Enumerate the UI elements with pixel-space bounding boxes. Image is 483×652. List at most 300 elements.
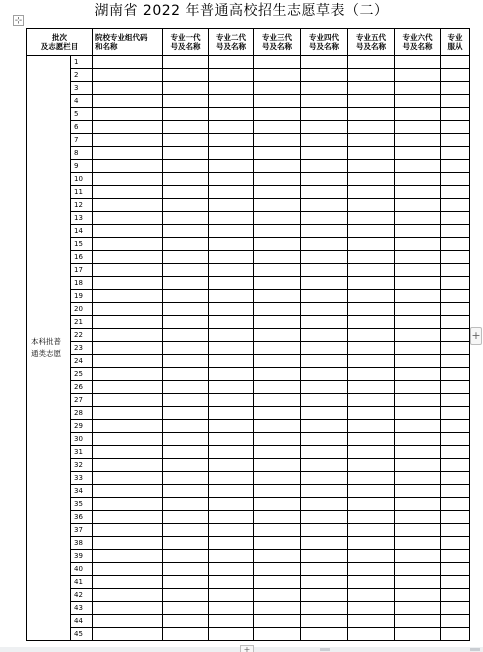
- major-2-cell[interactable]: [209, 329, 254, 342]
- obey-cell[interactable]: [441, 615, 470, 628]
- major-3-cell[interactable]: [254, 186, 301, 199]
- major-6-cell[interactable]: [395, 472, 441, 485]
- major-5-cell[interactable]: [348, 615, 395, 628]
- major-4-cell[interactable]: [301, 394, 348, 407]
- major-4-cell[interactable]: [301, 368, 348, 381]
- major-5-cell[interactable]: [348, 160, 395, 173]
- major-1-cell[interactable]: [163, 56, 209, 69]
- major-4-cell[interactable]: [301, 433, 348, 446]
- major-4-cell[interactable]: [301, 589, 348, 602]
- school-cell[interactable]: [93, 186, 163, 199]
- major-2-cell[interactable]: [209, 342, 254, 355]
- major-4-cell[interactable]: [301, 615, 348, 628]
- major-5-cell[interactable]: [348, 212, 395, 225]
- major-6-cell[interactable]: [395, 251, 441, 264]
- major-6-cell[interactable]: [395, 602, 441, 615]
- table-move-handle-icon[interactable]: ⊹: [14, 16, 23, 26]
- major-6-cell[interactable]: [395, 108, 441, 121]
- major-5-cell[interactable]: [348, 277, 395, 290]
- major-4-cell[interactable]: [301, 108, 348, 121]
- school-cell[interactable]: [93, 316, 163, 329]
- major-5-cell[interactable]: [348, 472, 395, 485]
- major-6-cell[interactable]: [395, 147, 441, 160]
- major-2-cell[interactable]: [209, 563, 254, 576]
- major-3-cell[interactable]: [254, 199, 301, 212]
- major-4-cell[interactable]: [301, 381, 348, 394]
- major-1-cell[interactable]: [163, 381, 209, 394]
- major-1-cell[interactable]: [163, 69, 209, 82]
- obey-cell[interactable]: [441, 199, 470, 212]
- school-cell[interactable]: [93, 95, 163, 108]
- major-3-cell[interactable]: [254, 56, 301, 69]
- major-1-cell[interactable]: [163, 342, 209, 355]
- major-5-cell[interactable]: [348, 524, 395, 537]
- major-1-cell[interactable]: [163, 368, 209, 381]
- major-1-cell[interactable]: [163, 147, 209, 160]
- major-2-cell[interactable]: [209, 56, 254, 69]
- major-3-cell[interactable]: [254, 316, 301, 329]
- major-3-cell[interactable]: [254, 537, 301, 550]
- major-2-cell[interactable]: [209, 134, 254, 147]
- major-3-cell[interactable]: [254, 82, 301, 95]
- major-2-cell[interactable]: [209, 238, 254, 251]
- school-cell[interactable]: [93, 160, 163, 173]
- major-1-cell[interactable]: [163, 589, 209, 602]
- major-4-cell[interactable]: [301, 459, 348, 472]
- major-5-cell[interactable]: [348, 95, 395, 108]
- major-1-cell[interactable]: [163, 95, 209, 108]
- major-3-cell[interactable]: [254, 511, 301, 524]
- major-6-cell[interactable]: [395, 264, 441, 277]
- major-3-cell[interactable]: [254, 563, 301, 576]
- major-5-cell[interactable]: [348, 368, 395, 381]
- major-1-cell[interactable]: [163, 433, 209, 446]
- major-5-cell[interactable]: [348, 316, 395, 329]
- major-5-cell[interactable]: [348, 342, 395, 355]
- major-3-cell[interactable]: [254, 628, 301, 641]
- major-4-cell[interactable]: [301, 342, 348, 355]
- major-6-cell[interactable]: [395, 485, 441, 498]
- major-6-cell[interactable]: [395, 524, 441, 537]
- major-1-cell[interactable]: [163, 420, 209, 433]
- major-6-cell[interactable]: [395, 95, 441, 108]
- major-6-cell[interactable]: [395, 368, 441, 381]
- obey-cell[interactable]: [441, 498, 470, 511]
- major-4-cell[interactable]: [301, 212, 348, 225]
- obey-cell[interactable]: [441, 82, 470, 95]
- major-6-cell[interactable]: [395, 329, 441, 342]
- major-5-cell[interactable]: [348, 420, 395, 433]
- major-1-cell[interactable]: [163, 355, 209, 368]
- obey-cell[interactable]: [441, 576, 470, 589]
- major-4-cell[interactable]: [301, 121, 348, 134]
- major-6-cell[interactable]: [395, 537, 441, 550]
- major-4-cell[interactable]: [301, 134, 348, 147]
- major-4-cell[interactable]: [301, 303, 348, 316]
- major-3-cell[interactable]: [254, 550, 301, 563]
- major-6-cell[interactable]: [395, 69, 441, 82]
- major-2-cell[interactable]: [209, 602, 254, 615]
- major-5-cell[interactable]: [348, 563, 395, 576]
- major-4-cell[interactable]: [301, 563, 348, 576]
- major-4-cell[interactable]: [301, 95, 348, 108]
- school-cell[interactable]: [93, 394, 163, 407]
- major-3-cell[interactable]: [254, 173, 301, 186]
- major-2-cell[interactable]: [209, 225, 254, 238]
- major-4-cell[interactable]: [301, 550, 348, 563]
- major-1-cell[interactable]: [163, 563, 209, 576]
- major-5-cell[interactable]: [348, 498, 395, 511]
- major-1-cell[interactable]: [163, 602, 209, 615]
- obey-cell[interactable]: [441, 225, 470, 238]
- major-5-cell[interactable]: [348, 121, 395, 134]
- major-5-cell[interactable]: [348, 550, 395, 563]
- major-3-cell[interactable]: [254, 602, 301, 615]
- obey-cell[interactable]: [441, 316, 470, 329]
- major-3-cell[interactable]: [254, 95, 301, 108]
- major-3-cell[interactable]: [254, 342, 301, 355]
- major-6-cell[interactable]: [395, 238, 441, 251]
- major-1-cell[interactable]: [163, 550, 209, 563]
- major-1-cell[interactable]: [163, 394, 209, 407]
- school-cell[interactable]: [93, 329, 163, 342]
- school-cell[interactable]: [93, 173, 163, 186]
- major-3-cell[interactable]: [254, 108, 301, 121]
- major-3-cell[interactable]: [254, 394, 301, 407]
- school-cell[interactable]: [93, 602, 163, 615]
- major-5-cell[interactable]: [348, 511, 395, 524]
- major-1-cell[interactable]: [163, 108, 209, 121]
- major-4-cell[interactable]: [301, 628, 348, 641]
- obey-cell[interactable]: [441, 628, 470, 641]
- major-3-cell[interactable]: [254, 420, 301, 433]
- major-1-cell[interactable]: [163, 121, 209, 134]
- school-cell[interactable]: [93, 498, 163, 511]
- major-3-cell[interactable]: [254, 433, 301, 446]
- add-row-icon[interactable]: +: [240, 645, 254, 652]
- major-6-cell[interactable]: [395, 121, 441, 134]
- school-cell[interactable]: [93, 147, 163, 160]
- school-cell[interactable]: [93, 355, 163, 368]
- obey-cell[interactable]: [441, 121, 470, 134]
- major-1-cell[interactable]: [163, 238, 209, 251]
- major-1-cell[interactable]: [163, 576, 209, 589]
- school-cell[interactable]: [93, 212, 163, 225]
- school-cell[interactable]: [93, 303, 163, 316]
- major-4-cell[interactable]: [301, 147, 348, 160]
- add-column-icon[interactable]: +: [470, 327, 482, 345]
- major-1-cell[interactable]: [163, 212, 209, 225]
- major-4-cell[interactable]: [301, 316, 348, 329]
- major-3-cell[interactable]: [254, 355, 301, 368]
- major-5-cell[interactable]: [348, 459, 395, 472]
- major-3-cell[interactable]: [254, 498, 301, 511]
- major-2-cell[interactable]: [209, 264, 254, 277]
- major-4-cell[interactable]: [301, 199, 348, 212]
- obey-cell[interactable]: [441, 238, 470, 251]
- major-2-cell[interactable]: [209, 576, 254, 589]
- major-2-cell[interactable]: [209, 160, 254, 173]
- major-3-cell[interactable]: [254, 381, 301, 394]
- major-3-cell[interactable]: [254, 290, 301, 303]
- major-1-cell[interactable]: [163, 264, 209, 277]
- major-3-cell[interactable]: [254, 264, 301, 277]
- major-1-cell[interactable]: [163, 407, 209, 420]
- major-1-cell[interactable]: [163, 82, 209, 95]
- school-cell[interactable]: [93, 511, 163, 524]
- school-cell[interactable]: [93, 251, 163, 264]
- major-2-cell[interactable]: [209, 485, 254, 498]
- obey-cell[interactable]: [441, 251, 470, 264]
- school-cell[interactable]: [93, 199, 163, 212]
- obey-cell[interactable]: [441, 290, 470, 303]
- major-3-cell[interactable]: [254, 160, 301, 173]
- school-cell[interactable]: [93, 108, 163, 121]
- major-5-cell[interactable]: [348, 485, 395, 498]
- major-3-cell[interactable]: [254, 446, 301, 459]
- major-6-cell[interactable]: [395, 407, 441, 420]
- major-2-cell[interactable]: [209, 173, 254, 186]
- major-5-cell[interactable]: [348, 290, 395, 303]
- major-2-cell[interactable]: [209, 381, 254, 394]
- row-resize-marker[interactable]: [470, 648, 480, 651]
- major-1-cell[interactable]: [163, 225, 209, 238]
- school-cell[interactable]: [93, 290, 163, 303]
- major-6-cell[interactable]: [395, 316, 441, 329]
- major-3-cell[interactable]: [254, 121, 301, 134]
- major-3-cell[interactable]: [254, 147, 301, 160]
- school-cell[interactable]: [93, 134, 163, 147]
- major-6-cell[interactable]: [395, 56, 441, 69]
- school-cell[interactable]: [93, 459, 163, 472]
- major-2-cell[interactable]: [209, 186, 254, 199]
- major-4-cell[interactable]: [301, 485, 348, 498]
- school-cell[interactable]: [93, 472, 163, 485]
- major-1-cell[interactable]: [163, 290, 209, 303]
- major-2-cell[interactable]: [209, 537, 254, 550]
- major-5-cell[interactable]: [348, 264, 395, 277]
- obey-cell[interactable]: [441, 56, 470, 69]
- major-1-cell[interactable]: [163, 498, 209, 511]
- major-2-cell[interactable]: [209, 277, 254, 290]
- major-1-cell[interactable]: [163, 537, 209, 550]
- major-5-cell[interactable]: [348, 186, 395, 199]
- row-resize-marker[interactable]: [320, 648, 330, 651]
- obey-cell[interactable]: [441, 459, 470, 472]
- major-2-cell[interactable]: [209, 95, 254, 108]
- school-cell[interactable]: [93, 446, 163, 459]
- major-2-cell[interactable]: [209, 420, 254, 433]
- obey-cell[interactable]: [441, 602, 470, 615]
- major-3-cell[interactable]: [254, 524, 301, 537]
- major-4-cell[interactable]: [301, 524, 348, 537]
- major-2-cell[interactable]: [209, 615, 254, 628]
- obey-cell[interactable]: [441, 420, 470, 433]
- obey-cell[interactable]: [441, 485, 470, 498]
- major-3-cell[interactable]: [254, 303, 301, 316]
- major-4-cell[interactable]: [301, 329, 348, 342]
- major-6-cell[interactable]: [395, 394, 441, 407]
- school-cell[interactable]: [93, 524, 163, 537]
- major-2-cell[interactable]: [209, 199, 254, 212]
- major-2-cell[interactable]: [209, 368, 254, 381]
- major-1-cell[interactable]: [163, 615, 209, 628]
- school-cell[interactable]: [93, 420, 163, 433]
- major-1-cell[interactable]: [163, 316, 209, 329]
- major-3-cell[interactable]: [254, 277, 301, 290]
- major-3-cell[interactable]: [254, 485, 301, 498]
- major-5-cell[interactable]: [348, 303, 395, 316]
- school-cell[interactable]: [93, 82, 163, 95]
- major-1-cell[interactable]: [163, 303, 209, 316]
- obey-cell[interactable]: [441, 186, 470, 199]
- major-5-cell[interactable]: [348, 381, 395, 394]
- school-cell[interactable]: [93, 225, 163, 238]
- school-cell[interactable]: [93, 615, 163, 628]
- major-1-cell[interactable]: [163, 186, 209, 199]
- major-5-cell[interactable]: [348, 407, 395, 420]
- obey-cell[interactable]: [441, 472, 470, 485]
- major-3-cell[interactable]: [254, 576, 301, 589]
- major-6-cell[interactable]: [395, 303, 441, 316]
- school-cell[interactable]: [93, 537, 163, 550]
- major-4-cell[interactable]: [301, 498, 348, 511]
- major-6-cell[interactable]: [395, 498, 441, 511]
- major-3-cell[interactable]: [254, 134, 301, 147]
- major-2-cell[interactable]: [209, 433, 254, 446]
- major-4-cell[interactable]: [301, 264, 348, 277]
- obey-cell[interactable]: [441, 407, 470, 420]
- school-cell[interactable]: [93, 407, 163, 420]
- major-5-cell[interactable]: [348, 433, 395, 446]
- obey-cell[interactable]: [441, 212, 470, 225]
- school-cell[interactable]: [93, 485, 163, 498]
- major-5-cell[interactable]: [348, 251, 395, 264]
- major-2-cell[interactable]: [209, 511, 254, 524]
- major-5-cell[interactable]: [348, 602, 395, 615]
- major-1-cell[interactable]: [163, 628, 209, 641]
- school-cell[interactable]: [93, 69, 163, 82]
- school-cell[interactable]: [93, 368, 163, 381]
- major-2-cell[interactable]: [209, 394, 254, 407]
- major-5-cell[interactable]: [348, 329, 395, 342]
- major-3-cell[interactable]: [254, 459, 301, 472]
- major-5-cell[interactable]: [348, 147, 395, 160]
- major-4-cell[interactable]: [301, 472, 348, 485]
- major-5-cell[interactable]: [348, 108, 395, 121]
- major-1-cell[interactable]: [163, 277, 209, 290]
- major-2-cell[interactable]: [209, 446, 254, 459]
- major-1-cell[interactable]: [163, 329, 209, 342]
- school-cell[interactable]: [93, 563, 163, 576]
- major-2-cell[interactable]: [209, 121, 254, 134]
- obey-cell[interactable]: [441, 329, 470, 342]
- major-2-cell[interactable]: [209, 628, 254, 641]
- major-2-cell[interactable]: [209, 459, 254, 472]
- major-2-cell[interactable]: [209, 251, 254, 264]
- major-3-cell[interactable]: [254, 407, 301, 420]
- major-1-cell[interactable]: [163, 160, 209, 173]
- obey-cell[interactable]: [441, 537, 470, 550]
- major-4-cell[interactable]: [301, 238, 348, 251]
- major-1-cell[interactable]: [163, 511, 209, 524]
- major-3-cell[interactable]: [254, 212, 301, 225]
- major-5-cell[interactable]: [348, 225, 395, 238]
- major-2-cell[interactable]: [209, 498, 254, 511]
- major-5-cell[interactable]: [348, 576, 395, 589]
- major-4-cell[interactable]: [301, 511, 348, 524]
- obey-cell[interactable]: [441, 394, 470, 407]
- major-5-cell[interactable]: [348, 446, 395, 459]
- major-3-cell[interactable]: [254, 368, 301, 381]
- major-3-cell[interactable]: [254, 472, 301, 485]
- major-2-cell[interactable]: [209, 589, 254, 602]
- major-5-cell[interactable]: [348, 82, 395, 95]
- major-4-cell[interactable]: [301, 173, 348, 186]
- major-6-cell[interactable]: [395, 225, 441, 238]
- school-cell[interactable]: [93, 433, 163, 446]
- obey-cell[interactable]: [441, 524, 470, 537]
- major-2-cell[interactable]: [209, 108, 254, 121]
- major-6-cell[interactable]: [395, 173, 441, 186]
- major-2-cell[interactable]: [209, 407, 254, 420]
- major-4-cell[interactable]: [301, 82, 348, 95]
- major-1-cell[interactable]: [163, 173, 209, 186]
- school-cell[interactable]: [93, 277, 163, 290]
- major-2-cell[interactable]: [209, 290, 254, 303]
- major-4-cell[interactable]: [301, 225, 348, 238]
- major-4-cell[interactable]: [301, 251, 348, 264]
- major-1-cell[interactable]: [163, 199, 209, 212]
- obey-cell[interactable]: [441, 69, 470, 82]
- major-5-cell[interactable]: [348, 134, 395, 147]
- obey-cell[interactable]: [441, 381, 470, 394]
- major-4-cell[interactable]: [301, 290, 348, 303]
- major-6-cell[interactable]: [395, 433, 441, 446]
- major-6-cell[interactable]: [395, 459, 441, 472]
- major-2-cell[interactable]: [209, 147, 254, 160]
- major-6-cell[interactable]: [395, 563, 441, 576]
- obey-cell[interactable]: [441, 550, 470, 563]
- major-1-cell[interactable]: [163, 524, 209, 537]
- major-4-cell[interactable]: [301, 602, 348, 615]
- major-2-cell[interactable]: [209, 524, 254, 537]
- major-6-cell[interactable]: [395, 342, 441, 355]
- major-4-cell[interactable]: [301, 69, 348, 82]
- major-2-cell[interactable]: [209, 355, 254, 368]
- major-4-cell[interactable]: [301, 446, 348, 459]
- obey-cell[interactable]: [441, 303, 470, 316]
- obey-cell[interactable]: [441, 277, 470, 290]
- major-6-cell[interactable]: [395, 589, 441, 602]
- school-cell[interactable]: [93, 576, 163, 589]
- major-1-cell[interactable]: [163, 251, 209, 264]
- obey-cell[interactable]: [441, 134, 470, 147]
- major-5-cell[interactable]: [348, 355, 395, 368]
- major-5-cell[interactable]: [348, 56, 395, 69]
- obey-cell[interactable]: [441, 160, 470, 173]
- major-5-cell[interactable]: [348, 537, 395, 550]
- school-cell[interactable]: [93, 56, 163, 69]
- major-6-cell[interactable]: [395, 381, 441, 394]
- obey-cell[interactable]: [441, 589, 470, 602]
- major-6-cell[interactable]: [395, 82, 441, 95]
- major-6-cell[interactable]: [395, 420, 441, 433]
- major-2-cell[interactable]: [209, 472, 254, 485]
- obey-cell[interactable]: [441, 342, 470, 355]
- major-5-cell[interactable]: [348, 589, 395, 602]
- major-5-cell[interactable]: [348, 238, 395, 251]
